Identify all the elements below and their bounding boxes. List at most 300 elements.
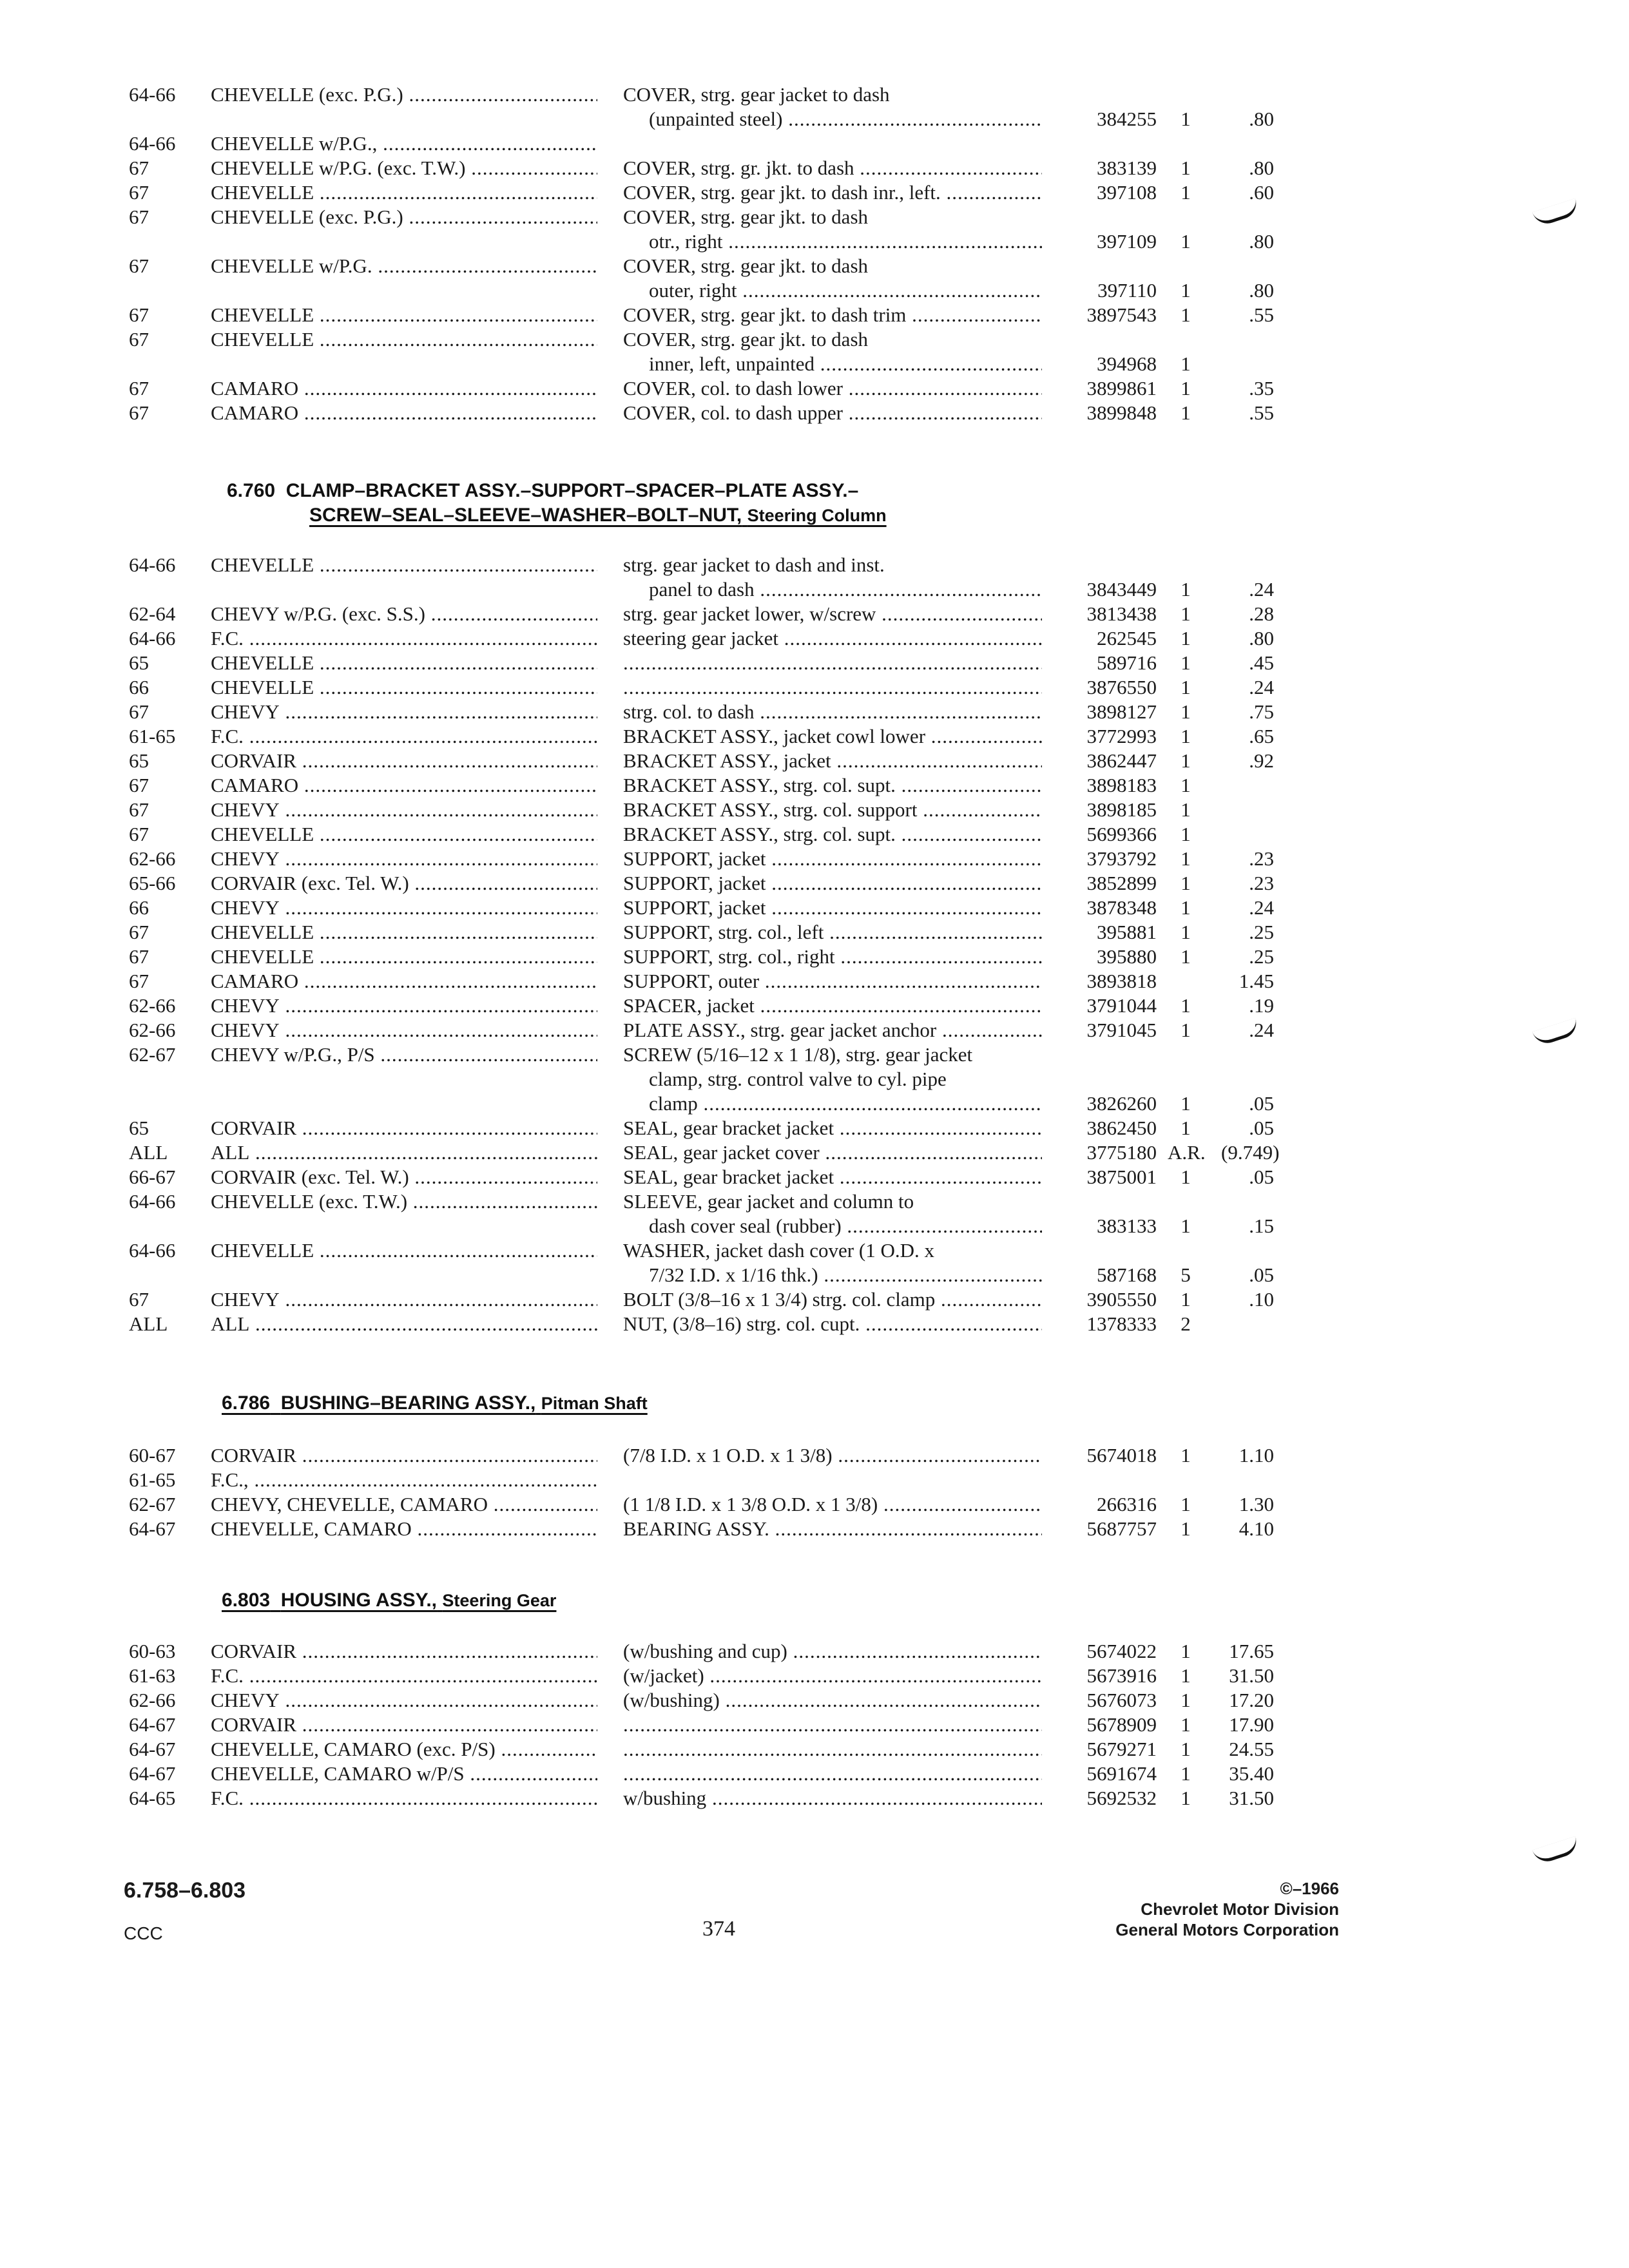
row-model: CORVAIR ..... bbox=[211, 1116, 597, 1140]
row-description bbox=[623, 626, 1042, 651]
row-price: .92 bbox=[1249, 749, 1274, 772]
row-year: 64-66 bbox=[129, 132, 176, 155]
clamp-rows bbox=[0, 553, 1629, 1336]
row-description-line1: BRACKET ASSY., jacket ..... bbox=[623, 749, 1042, 772]
row-part-number: 5673916 bbox=[1086, 1664, 1157, 1687]
row-quantity: 1 bbox=[1181, 377, 1191, 399]
row-part-number: 3826260 bbox=[1086, 1092, 1157, 1115]
table-row bbox=[0, 1312, 1629, 1336]
table-row bbox=[0, 1043, 1629, 1116]
row-quantity: 1 bbox=[1181, 1640, 1191, 1662]
table-row bbox=[0, 254, 1629, 303]
clamp-section-title-line2: SCREW–SEAL–SLEEVE–WASHER–BOLT–NUT, bbox=[309, 505, 742, 526]
row-model: CHEVY ..... bbox=[211, 1287, 597, 1312]
row-quantity: 1 bbox=[1181, 725, 1191, 747]
row-price: .55 bbox=[1249, 401, 1274, 424]
row-year: 64-67 bbox=[129, 1762, 176, 1785]
row-model: F.C. ..... bbox=[211, 1786, 597, 1811]
row-price: .28 bbox=[1249, 602, 1274, 625]
row-price: .24 bbox=[1249, 676, 1274, 698]
row-part-number: 3813438 bbox=[1086, 602, 1157, 625]
table-row bbox=[0, 773, 1629, 798]
housing-section-title: HOUSING ASSY., bbox=[280, 1590, 438, 1611]
row-price: .80 bbox=[1249, 157, 1274, 179]
table-row bbox=[0, 1786, 1629, 1811]
housing-rows bbox=[0, 1639, 1629, 1811]
row-model: CHEVELLE ..... bbox=[211, 327, 597, 352]
row-quantity: 1 bbox=[1181, 651, 1191, 674]
row-description-line1: COVER, col. to dash lower ..... bbox=[623, 377, 1042, 399]
row-quantity: 1 bbox=[1181, 700, 1191, 723]
row-price: (9.749) bbox=[1221, 1141, 1280, 1164]
row-model: CORVAIR ..... bbox=[211, 1443, 597, 1468]
bushing-section-header bbox=[222, 1390, 648, 1416]
row-model: CHEVY, CHEVELLE, CAMARO ..... bbox=[211, 1492, 597, 1517]
row-price: .05 bbox=[1249, 1166, 1274, 1188]
table-row bbox=[0, 1116, 1629, 1140]
row-model: CORVAIR (exc. Tel. W.) ..... bbox=[211, 871, 597, 896]
row-quantity: 1 bbox=[1181, 303, 1191, 326]
row-part-number: 5679271 bbox=[1086, 1738, 1157, 1760]
row-description-line1: SUPPORT, jacket ..... bbox=[623, 896, 1042, 919]
row-description-line2: panel to dash ..... bbox=[623, 577, 1042, 602]
row-description bbox=[623, 205, 1042, 254]
row-year: 62-66 bbox=[129, 1689, 176, 1711]
row-model: CHEVELLE w/P.G. (exc. T.W.) ..... bbox=[211, 156, 597, 180]
row-quantity: A.R. bbox=[1168, 1141, 1206, 1164]
row-price: .15 bbox=[1249, 1215, 1274, 1237]
table-row bbox=[0, 205, 1629, 254]
row-model: CORVAIR ..... bbox=[211, 1639, 597, 1664]
row-description-line2: inner, left, unpainted ..... bbox=[623, 352, 1042, 376]
row-part-number: 3905550 bbox=[1086, 1288, 1157, 1311]
row-description-line1: BRACKET ASSY., strg. col. support ..... bbox=[623, 798, 1042, 821]
row-description bbox=[623, 1664, 1042, 1688]
row-year: 65-66 bbox=[129, 872, 176, 894]
row-price: 35.40 bbox=[1229, 1762, 1274, 1785]
table-row bbox=[0, 1639, 1629, 1664]
row-description-line1: (7/8 I.D. x 1 O.D. x 1 3/8) ..... bbox=[623, 1444, 1042, 1466]
row-model: CHEVELLE ..... bbox=[211, 822, 597, 847]
row-quantity: 1 bbox=[1181, 602, 1191, 625]
row-part-number: 3898185 bbox=[1086, 798, 1157, 821]
row-description-line1: SCREW (5/16–12 x 1 1/8), strg. gear jacket bbox=[623, 1043, 973, 1066]
table-row bbox=[0, 920, 1629, 945]
row-price: .80 bbox=[1249, 627, 1274, 649]
row-description-line1: SUPPORT, outer ..... bbox=[623, 970, 1042, 992]
row-description-line1: SUPPORT, strg. col., left ..... bbox=[623, 921, 1042, 943]
row-description-line2: clamp, strg. control valve to cyl. pipe bbox=[649, 1068, 947, 1090]
row-quantity: 1 bbox=[1181, 676, 1191, 698]
row-part-number: 394968 bbox=[1097, 352, 1157, 375]
table-row bbox=[0, 1517, 1629, 1541]
row-year: 65 bbox=[129, 651, 149, 674]
row-model: CHEVY ..... bbox=[211, 896, 597, 920]
row-description bbox=[623, 651, 1042, 675]
bushing-section-number: 6.786 bbox=[222, 1392, 271, 1414]
row-quantity: 1 bbox=[1181, 1517, 1191, 1540]
row-year: 67 bbox=[129, 921, 149, 943]
row-quantity: 1 bbox=[1181, 798, 1191, 821]
row-description bbox=[623, 724, 1042, 749]
footer-code: CCC bbox=[124, 1923, 163, 1943]
row-quantity: 1 bbox=[1181, 1713, 1191, 1736]
clamp-section-header-line2 bbox=[309, 503, 887, 528]
row-price: 1.30 bbox=[1239, 1493, 1274, 1515]
row-model: CORVAIR ..... bbox=[211, 749, 597, 773]
row-quantity: 5 bbox=[1181, 1264, 1191, 1286]
row-description-line2: otr., right ..... bbox=[623, 229, 1042, 254]
row-year: 67 bbox=[129, 377, 149, 399]
row-quantity: 1 bbox=[1181, 774, 1191, 796]
bushing-section-title: BUSHING–BEARING ASSY., bbox=[280, 1392, 536, 1414]
row-description-line1: strg. col. to dash ..... bbox=[623, 700, 1042, 723]
row-part-number: 3852899 bbox=[1086, 872, 1157, 894]
row-price: .24 bbox=[1249, 578, 1274, 601]
table-row bbox=[0, 303, 1629, 327]
row-description-line1: w/bushing ..... bbox=[623, 1787, 1042, 1809]
row-part-number: 3878348 bbox=[1086, 896, 1157, 919]
row-model: CHEVY ..... bbox=[211, 1688, 597, 1713]
row-price: .23 bbox=[1249, 847, 1274, 870]
table-row bbox=[0, 749, 1629, 773]
row-part-number: 3772993 bbox=[1086, 725, 1157, 747]
row-year: 62-67 bbox=[129, 1493, 176, 1515]
row-description bbox=[623, 1737, 1042, 1762]
row-description-line1: BRACKET ASSY., jacket cowl lower ..... bbox=[623, 725, 1042, 747]
row-quantity: 1 bbox=[1181, 749, 1191, 772]
row-model: CHEVELLE w/P.G., ..... bbox=[211, 131, 597, 156]
row-description bbox=[623, 1165, 1042, 1189]
table-row bbox=[0, 1140, 1629, 1165]
row-description bbox=[623, 327, 1042, 376]
row-part-number: 3862447 bbox=[1086, 749, 1157, 772]
row-model: CHEVELLE ..... bbox=[211, 180, 597, 205]
row-part-number: 383133 bbox=[1097, 1215, 1157, 1237]
row-price: 31.50 bbox=[1229, 1664, 1274, 1687]
row-description bbox=[623, 1517, 1042, 1541]
row-year: 64-65 bbox=[129, 1787, 176, 1809]
row-description-line1: SEAL, gear bracket jacket ..... bbox=[623, 1166, 1042, 1188]
row-price: .19 bbox=[1249, 994, 1274, 1017]
row-part-number: 5687757 bbox=[1086, 1517, 1157, 1540]
row-year: 64-67 bbox=[129, 1713, 176, 1736]
row-model: CHEVELLE ..... bbox=[211, 920, 597, 945]
row-description bbox=[623, 896, 1042, 920]
bushing-section-subtitle: Pitman Shaft bbox=[541, 1394, 648, 1413]
row-quantity: 1 bbox=[1181, 1092, 1191, 1115]
table-row bbox=[0, 1688, 1629, 1713]
table-row bbox=[0, 1287, 1629, 1312]
row-part-number: 3893818 bbox=[1086, 970, 1157, 992]
row-model: CAMARO ..... bbox=[211, 969, 597, 994]
row-description-line1: SEAL, gear jacket cover ..... bbox=[623, 1141, 1042, 1164]
row-year: 64-66 bbox=[129, 1190, 176, 1213]
row-description bbox=[623, 376, 1042, 401]
housing-section-number: 6.803 bbox=[222, 1590, 271, 1611]
table-row bbox=[0, 156, 1629, 180]
row-description bbox=[623, 1688, 1042, 1713]
row-description-line1: COVER, strg. gear jkt. to dash bbox=[623, 255, 869, 277]
housing-section bbox=[0, 1639, 1629, 1811]
row-price: 17.90 bbox=[1229, 1713, 1274, 1736]
row-price: .80 bbox=[1249, 108, 1274, 130]
row-description bbox=[623, 1287, 1042, 1312]
table-row bbox=[0, 327, 1629, 376]
row-year: 65 bbox=[129, 749, 149, 772]
table-row bbox=[0, 896, 1629, 920]
table-row bbox=[0, 1443, 1629, 1468]
row-year: 60-63 bbox=[129, 1640, 176, 1662]
row-description bbox=[623, 254, 1042, 303]
cover-rows bbox=[0, 82, 1629, 425]
row-quantity: 1 bbox=[1181, 945, 1191, 968]
row-price: 17.20 bbox=[1229, 1689, 1274, 1711]
row-part-number: 5692532 bbox=[1086, 1787, 1157, 1809]
row-description-line1: SUPPORT, strg. col., right ..... bbox=[623, 945, 1042, 968]
row-description-line1: (1 1/8 I.D. x 1 3/8 O.D. x 1 3/8) ..... bbox=[623, 1493, 1042, 1515]
table-row bbox=[0, 871, 1629, 896]
row-description-line1: SPACER, jacket ..... bbox=[623, 994, 1042, 1017]
row-description-line1: COVER, strg. gear jacket to dash bbox=[623, 83, 890, 106]
row-price: .80 bbox=[1249, 230, 1274, 253]
row-description bbox=[623, 1786, 1042, 1811]
row-description-line1: BOLT (3/8–16 x 1 3/4) strg. col. clamp ..... bbox=[623, 1288, 1042, 1311]
row-description-line1: COVER, strg. gr. jkt. to dash ..... bbox=[623, 157, 1042, 179]
row-quantity: 1 bbox=[1181, 578, 1191, 601]
row-price: .25 bbox=[1249, 945, 1274, 968]
row-model: CHEVELLE ..... bbox=[211, 675, 597, 700]
row-model: CHEVELLE, CAMARO (exc. P/S) ..... bbox=[211, 1737, 597, 1762]
table-row bbox=[0, 675, 1629, 700]
row-quantity: 1 bbox=[1181, 896, 1191, 919]
row-price: .60 bbox=[1249, 181, 1274, 204]
row-year: 67 bbox=[129, 970, 149, 992]
table-row bbox=[0, 847, 1629, 871]
row-year: 65 bbox=[129, 1117, 149, 1139]
row-part-number: 3843449 bbox=[1086, 578, 1157, 601]
table-row bbox=[0, 1165, 1629, 1189]
row-price: 4.10 bbox=[1239, 1517, 1274, 1540]
row-year: 64-66 bbox=[129, 83, 176, 106]
row-year: 67 bbox=[129, 798, 149, 821]
row-year: 66 bbox=[129, 676, 149, 698]
row-part-number: 3899848 bbox=[1086, 401, 1157, 424]
footer-copyright: ©–1966 bbox=[1280, 1879, 1339, 1898]
bushing-rows bbox=[0, 1443, 1629, 1541]
row-quantity: 1 bbox=[1181, 847, 1191, 870]
row-model: CHEVELLE (exc. T.W.) ..... bbox=[211, 1189, 597, 1214]
row-description-line1: WASHER, jacket dash cover (1 O.D. x bbox=[623, 1239, 934, 1262]
row-description bbox=[623, 1140, 1042, 1165]
row-part-number: 384255 bbox=[1097, 108, 1157, 130]
row-year: 64-67 bbox=[129, 1517, 176, 1540]
row-description bbox=[623, 1043, 1042, 1116]
row-description bbox=[623, 773, 1042, 798]
row-description-line1: BEARING ASSY. ..... bbox=[623, 1517, 1042, 1540]
row-description bbox=[623, 700, 1042, 724]
row-year: 67 bbox=[129, 157, 149, 179]
row-price: .45 bbox=[1249, 651, 1274, 674]
row-year: 61-65 bbox=[129, 725, 176, 747]
row-quantity: 1 bbox=[1181, 994, 1191, 1017]
footer-corp: General Motors Corporation bbox=[1115, 1920, 1339, 1939]
table-row bbox=[0, 1468, 1629, 1492]
clamp-section-title-line1: CLAMP–BRACKET ASSY.–SUPPORT–SPACER–PLATE ASSY.– bbox=[285, 480, 859, 501]
row-year: 64-66 bbox=[129, 627, 176, 649]
row-price: 1.10 bbox=[1239, 1444, 1274, 1466]
row-quantity: 1 bbox=[1181, 1166, 1191, 1188]
row-quantity: 1 bbox=[1181, 401, 1191, 424]
row-model: F.C. ..... bbox=[211, 1664, 597, 1688]
row-year: 67 bbox=[129, 823, 149, 845]
row-description-line1: COVER, strg. gear jkt. to dash bbox=[623, 328, 869, 351]
row-description-line1 bbox=[623, 1738, 1042, 1760]
row-year: 62-66 bbox=[129, 847, 176, 870]
row-year: 61-65 bbox=[129, 1468, 176, 1491]
row-description-line1: BRACKET ASSY., strg. col. supt. ..... bbox=[623, 774, 1042, 796]
row-quantity: 1 bbox=[1181, 823, 1191, 845]
table-row bbox=[0, 1238, 1629, 1287]
row-description bbox=[623, 871, 1042, 896]
row-part-number: 397110 bbox=[1097, 279, 1157, 302]
row-description-line1: (w/bushing) ..... bbox=[623, 1689, 1042, 1711]
row-part-number: 383139 bbox=[1097, 157, 1157, 179]
row-year: 62-67 bbox=[129, 1043, 176, 1066]
row-quantity: 2 bbox=[1181, 1312, 1191, 1335]
row-description-line1: COVER, col. to dash upper ..... bbox=[623, 401, 1042, 424]
row-description bbox=[623, 1018, 1042, 1043]
row-part-number: 587168 bbox=[1097, 1264, 1157, 1286]
row-description bbox=[623, 675, 1042, 700]
row-quantity: 1 bbox=[1181, 157, 1191, 179]
row-quantity: 1 bbox=[1181, 1738, 1191, 1760]
row-price: 1.45 bbox=[1239, 970, 1274, 992]
row-description bbox=[623, 1639, 1042, 1664]
row-year: 67 bbox=[129, 774, 149, 796]
row-year: 64-66 bbox=[129, 1239, 176, 1262]
row-description bbox=[623, 1713, 1042, 1737]
clamp-section-subtitle: Steering Column bbox=[747, 506, 887, 525]
table-row bbox=[0, 969, 1629, 994]
row-description-line2: dash cover seal (rubber) ..... bbox=[623, 1214, 1042, 1238]
table-row bbox=[0, 602, 1629, 626]
row-price: .05 bbox=[1249, 1117, 1274, 1139]
cover-section bbox=[0, 82, 1629, 425]
table-row bbox=[0, 401, 1629, 425]
row-quantity: 1 bbox=[1181, 1689, 1191, 1711]
row-description-line1: COVER, strg. gear jkt. to dash inr., left. ..... bbox=[623, 181, 1042, 204]
row-year: 67 bbox=[129, 181, 149, 204]
footer-division: Chevrolet Motor Division bbox=[1141, 1899, 1339, 1919]
row-quantity: 1 bbox=[1181, 181, 1191, 204]
row-quantity: 1 bbox=[1181, 230, 1191, 253]
row-model: ALL ..... bbox=[211, 1140, 597, 1165]
row-price: 24.55 bbox=[1229, 1738, 1274, 1760]
row-description bbox=[623, 1116, 1042, 1140]
row-year: 61-63 bbox=[129, 1664, 176, 1687]
row-part-number: 395881 bbox=[1097, 921, 1157, 943]
row-year: 64-66 bbox=[129, 553, 176, 576]
row-year: 62-66 bbox=[129, 1019, 176, 1041]
row-description bbox=[623, 1312, 1042, 1336]
table-row bbox=[0, 82, 1629, 131]
row-year: ALL bbox=[129, 1141, 168, 1164]
row-quantity: 1 bbox=[1181, 1762, 1191, 1785]
row-model: CHEVY ..... bbox=[211, 798, 597, 822]
table-row bbox=[0, 1762, 1629, 1786]
row-description bbox=[623, 1189, 1042, 1238]
row-description bbox=[623, 553, 1042, 602]
table-row bbox=[0, 626, 1629, 651]
row-description bbox=[623, 303, 1042, 327]
row-year: 62-66 bbox=[129, 994, 176, 1017]
row-description bbox=[623, 1238, 1042, 1287]
row-part-number: 5699366 bbox=[1086, 823, 1157, 845]
row-part-number: 3876550 bbox=[1086, 676, 1157, 698]
row-model: CHEVELLE ..... bbox=[211, 945, 597, 969]
row-model: F.C. ..... bbox=[211, 626, 597, 651]
row-year: 64-67 bbox=[129, 1738, 176, 1760]
table-row bbox=[0, 651, 1629, 675]
row-model: CHEVELLE w/P.G. ..... bbox=[211, 254, 597, 278]
row-part-number: 3793792 bbox=[1086, 847, 1157, 870]
row-description bbox=[623, 920, 1042, 945]
row-model: CHEVY w/P.G. (exc. S.S.) ..... bbox=[211, 602, 597, 626]
row-model: CHEVELLE ..... bbox=[211, 1238, 597, 1263]
row-description-line1: SEAL, gear bracket jacket ..... bbox=[623, 1117, 1042, 1139]
row-part-number: 397108 bbox=[1097, 181, 1157, 204]
row-description-line1: (w/bushing and cup) ..... bbox=[623, 1640, 1042, 1662]
row-model: CHEVELLE ..... bbox=[211, 303, 597, 327]
row-year: 60-67 bbox=[129, 1444, 176, 1466]
row-model: CHEVELLE ..... bbox=[211, 553, 597, 577]
row-model: CHEVELLE ..... bbox=[211, 651, 597, 675]
row-description-line1: SLEEVE, gear jacket and column to bbox=[623, 1190, 914, 1213]
row-model: F.C. ..... bbox=[211, 724, 597, 749]
row-description bbox=[623, 847, 1042, 871]
table-row bbox=[0, 131, 1629, 156]
row-price: .25 bbox=[1249, 921, 1274, 943]
row-description bbox=[623, 1443, 1042, 1468]
row-quantity: 1 bbox=[1181, 1787, 1191, 1809]
row-description bbox=[623, 994, 1042, 1018]
clamp-section-header bbox=[227, 478, 858, 504]
row-quantity: 1 bbox=[1181, 1664, 1191, 1687]
row-price: .65 bbox=[1249, 725, 1274, 747]
row-price: .05 bbox=[1249, 1264, 1274, 1286]
row-year: 66-67 bbox=[129, 1166, 176, 1188]
row-price: .80 bbox=[1249, 279, 1274, 302]
row-part-number: 3791045 bbox=[1086, 1019, 1157, 1041]
housing-section-subtitle: Steering Gear bbox=[442, 1591, 557, 1610]
row-quantity: 1 bbox=[1181, 1215, 1191, 1237]
row-model: CHEVELLE, CAMARO ..... bbox=[211, 1517, 597, 1541]
row-description-line1: NUT, (3/8–16) strg. col. cupt. ..... bbox=[623, 1312, 1042, 1335]
row-quantity: 1 bbox=[1181, 921, 1191, 943]
row-part-number: 3899861 bbox=[1086, 377, 1157, 399]
row-quantity: 1 bbox=[1181, 1019, 1191, 1041]
row-quantity: 1 bbox=[1181, 1493, 1191, 1515]
row-year: 67 bbox=[129, 328, 149, 351]
table-row bbox=[0, 1189, 1629, 1238]
row-price: 17.65 bbox=[1229, 1640, 1274, 1662]
row-description-line1: SUPPORT, jacket ..... bbox=[623, 872, 1042, 894]
row-part-number: 1378333 bbox=[1086, 1312, 1157, 1335]
row-model: CHEVY ..... bbox=[211, 847, 597, 871]
row-price: .35 bbox=[1249, 377, 1274, 399]
table-row bbox=[0, 945, 1629, 969]
